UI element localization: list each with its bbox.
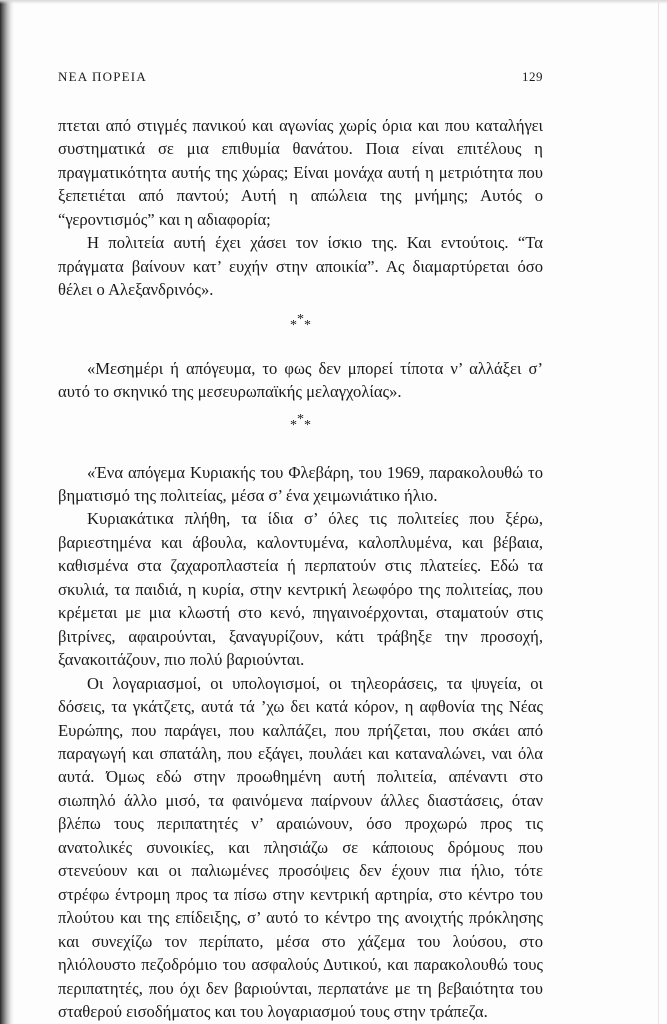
asterisk-icon: * (290, 317, 297, 333)
paragraph: Οι λογαριασμοί, οι υπολογισμοί, οι τηλεοράσεις, τα ψυγεία, οι δόσεις, τα γκάτζετς, αυτά τά ’χω δει κατά κόρον, η αφθονία της Νέας Ευρώπης, που παράγει, που καλπάζει, που πρήζεται, που σκάει από παραγωγή και σπατάλη, που εξάγει, πουλάει και καταναλώνει, ναι όλα αυτά. Όμως εδώ στην προωθημένη αυτή πολιτεία, απέναντι στο σιωπηλό άλλο μισό, τα φαινόμενα παίρνουν άλλες διαστάσεις, όταν βλέπω τους περιπατητές ν’ αραιώνουν, όσο προχωρώ προς τις ανατολικές συνοικίες, και πλησιάζω σε κάποιους δρόμους που στενεύουν και οι παλιωμένες προσόψεις δεν έχουν πια ήλιο, τότε στρέφω έντρομη προς τα πίσω στην κεντρική αρτηρία, στο κέντρο του πλούτου και της επίδειξης, σ’ αυτό το κέντρο της ανοιχτής πρόκλησης και συνεχίζω τον περίπατο, μέσα στο χάζεμα του λούσου, στο ηλιόλουστο πεζοδρόμιο του ασφαλούς Δυτικού, και παρακολουθώ τους περιπατητές, που όχι δεν βαριούνται, περπατάνε με τη βεβαιότητα του σταθερού εισοδήματος και του λογαριασμού τους στην τράπεζα. (58, 673, 543, 1021)
page-top-edge (0, 0, 667, 4)
section-break-asterism (58, 411, 543, 433)
binding-shadow (0, 0, 14, 1024)
section-break-asterism (58, 311, 543, 333)
asterisk-icon: * (297, 311, 304, 327)
asterisk-icon: * (290, 417, 297, 433)
asterisk-icon: * (304, 317, 311, 333)
page-number: 129 (522, 69, 543, 84)
paragraph: Η πολιτεία αυτή έχει χάσει τον ίσκιο της. Και εντούτοις. “Τα πράγματα βαίνουν κατ’ ευχήν στην αποικία”. Ας διαμαρτύρεται όσο θέλει ο Αλεξανδρινός». (58, 233, 543, 300)
page-right-edge-line (658, 0, 659, 1024)
body-text (58, 114, 543, 1023)
asterisk-icon: * (297, 411, 304, 427)
paragraph: πτεται από στιγμές πανικού και αγωνίας χωρίς όρια και που καταλήγει συστηματικά σε μια επιθυμία θανάτου. Ποια είναι επιτέλους η πραγματικότητα αυτής της χώρας; Είναι μονάχα αυτή η μετριότητα που ξεπετιέται από παντού; Αυτή η απώλεια της μνήμης; Αυτός ο “γεροντισμός” και η αδιαφορία; (58, 116, 543, 229)
paragraph: Κυριακάτικα πλήθη, τα ίδια σ’ όλες τις πολιτείες που ξέρω, βαριεστημένα και άβουλα, καλοντυμένα, καλοπλυμένα, και βέβαια, καθισμένα στα ζαχαροπλαστεία ή περπατούν στις πλατείες. Εδώ τα σκυλιά, τα παιδιά, η κυρία, στην κεντρική λεωφόρο της πολιτείας, που κρέμεται με μια κλωστή στο κενό, πηγαινοέρχονται, σταματούν στις βιτρίνες, αφαιρούνται, ξαναγυρίζουν, κάτι τράβηξε την προσοχή, ξανακοιτάζουν, πιο πολύ βαριούνται. (58, 509, 543, 670)
running-title: ΝΕΑ ΠΟΡΕΙΑ (58, 69, 147, 84)
asterisk-icon: * (304, 417, 311, 433)
paragraph: «Ένα απόγεμα Κυριακής του Φλεβάρη, του 1969, παρακολουθώ το βηματισμό της πολιτείας, μέσα σ’ ένα χειμωνιάτικο ήλιο. (58, 462, 543, 505)
paragraph: «Μεσημέρι ή απόγευμα, το φως δεν μπορεί τίποτα ν’ αλλάξει σ’ αυτό το σκηνικό της μεσευρωπαϊκής μελαγχολίας». (58, 358, 543, 402)
